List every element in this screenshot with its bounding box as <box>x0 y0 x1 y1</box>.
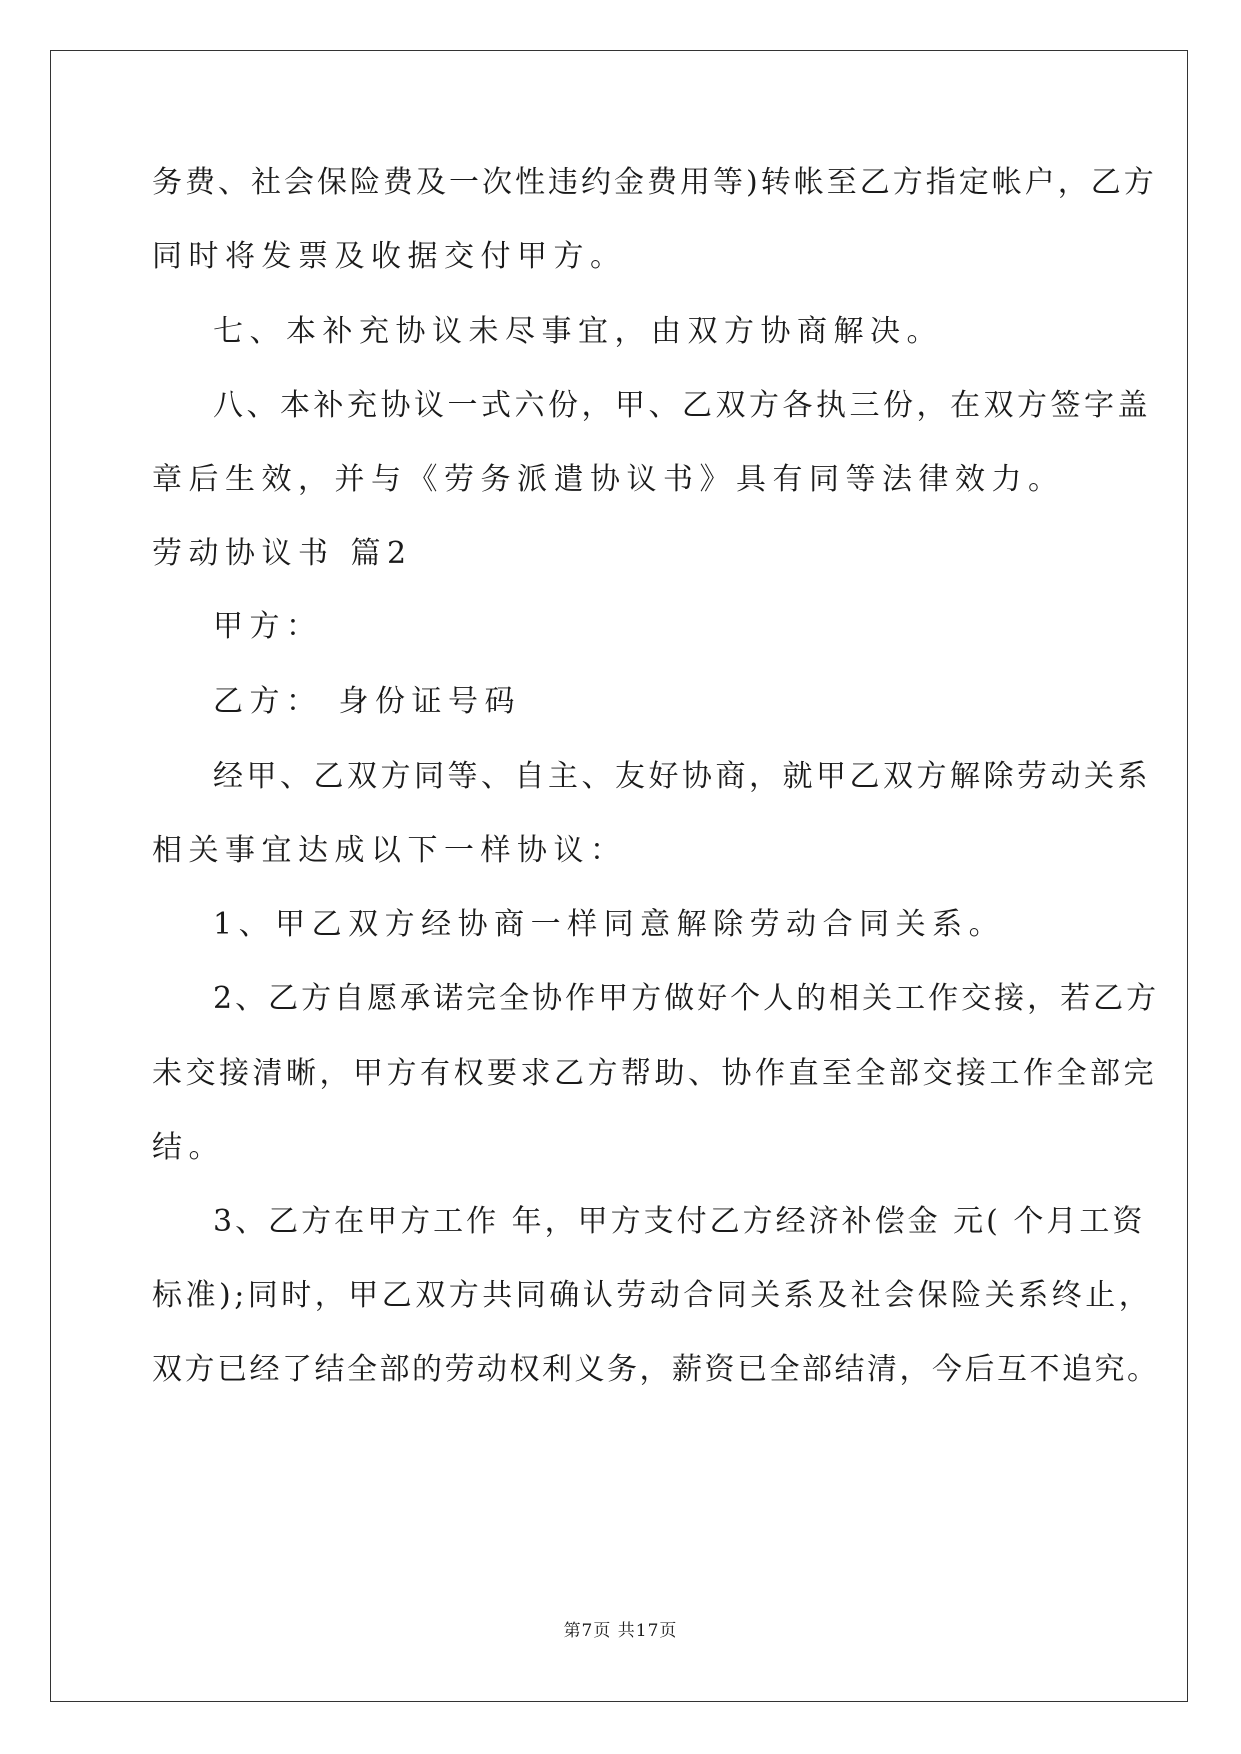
text-line: 相关事宜达成以下一样协议： <box>152 833 627 868</box>
text-line: 1、甲乙双方经协商一样同意解除劳动合同关系。 <box>213 907 1006 942</box>
text-line: 2、乙方自愿承诺完全协作甲方做好个人的相关工作交接，若乙方 <box>213 981 1160 1016</box>
text-line: 3、乙方在甲方工作 年，甲方支付乙方经济补偿金 元( 个月工资 <box>213 1204 1146 1239</box>
text-line: 经甲、乙双方同等、自主、友好协商，就甲乙双方解除劳动关系 <box>213 759 1151 794</box>
text-line: 同时将发票及收据交付甲方。 <box>152 239 627 274</box>
text-line: 务费、社会保险费及一次性违约金费用等)转帐至乙方指定帐户，乙方 <box>152 165 1157 200</box>
section-heading: 劳动协议书 篇2 <box>152 536 413 571</box>
text-line: 八、本补充协议一式六份，甲、乙双方各执三份，在双方签字盖 <box>213 388 1151 423</box>
text-line: 章后生效，并与《劳务派遣协议书》具有同等法律效力。 <box>152 462 1065 497</box>
text-line: 双方已经了结全部的劳动权利义务，薪资已全部结清，今后互不追究。 <box>152 1352 1160 1387</box>
page-number: 第7页 共17页 <box>563 1621 678 1641</box>
page-border <box>50 50 1188 1702</box>
text-line: 七、本补充协议未尽事宜，由双方协商解决。 <box>213 314 943 349</box>
text-line: 结。 <box>152 1130 225 1165</box>
text-line: 未交接清晰，甲方有权要求乙方帮助、协作直至全部交接工作全部完 <box>152 1056 1157 1091</box>
text-line: 乙方： 身份证号码 <box>213 684 522 719</box>
text-line: 甲方： <box>213 609 323 644</box>
text-line: 标准);同时，甲乙双方共同确认劳动合同关系及社会保险关系终止， <box>152 1278 1153 1313</box>
